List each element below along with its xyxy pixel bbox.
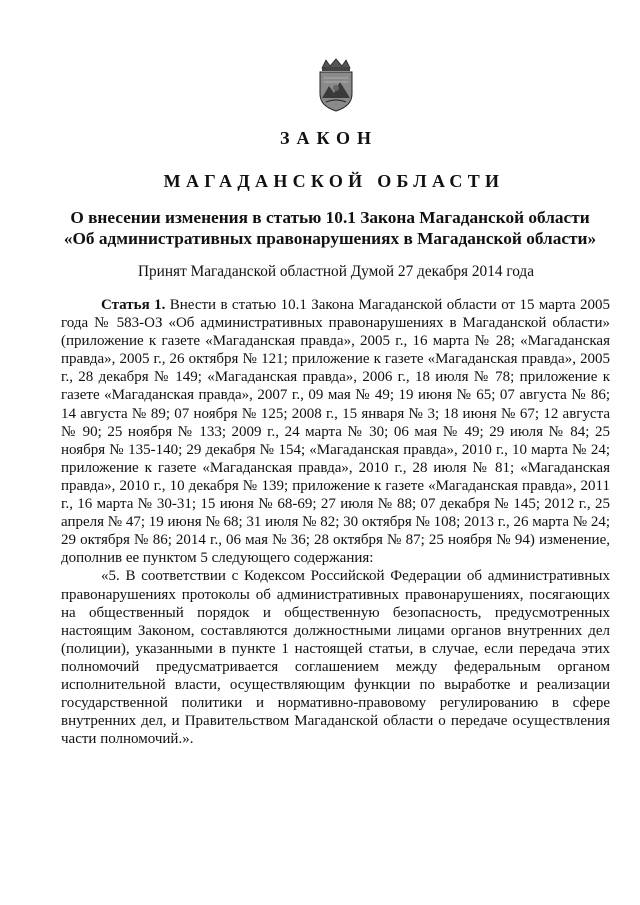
subject-line-1: О внесении изменения в статью 10.1 Закона Магаданской области — [70, 208, 590, 227]
adoption-line: Принят Магаданской областной Думой 27 декабря 2014 года — [137, 263, 534, 280]
law-title: ЗАКОН — [279, 128, 379, 148]
law-subject — [50, 207, 610, 249]
subject-line-2: «Об административных правонарушениях в Магаданской области» — [63, 229, 597, 248]
magadan-coat-of-arms-icon — [314, 58, 358, 112]
article-1-paragraph — [61, 296, 610, 567]
clause-5-paragraph: «5. В соответствии с Кодексом Российской Федерации об административных правонарушениях протоколы об административных правонарушениях, посягающих на общественный порядок и общественную безопасность, предусмотренных настоящим Законом, составляются должностными лицами органов внутренних дел (полиции), указанными в пункте 1 настоящей статьи, в случае, если передача этих полномочий предусматривается соглашением между федеральным органом исполнительной власти, осуществляющим функции по выработке и реализации государственной политики и нормативно-правовому регулированию в сфере внутренних дел, и Правительством Магаданской области о передаче осуществления части полномочий.». — [61, 568, 610, 748]
region-title: МАГАДАНСКОЙ ОБЛАСТИ — [163, 171, 505, 191]
article-label: Статья 1. — [101, 297, 166, 313]
law-body — [61, 296, 610, 748]
article-1-text: Внести в статью 10.1 Закона Магаданской области от 15 марта 2005 года № 583-ОЗ «Об административных правонарушениях в Магаданской области» (приложение к газете «Магаданская правда», 2005 г., 16 марта № 28; «Магаданская правда», 2005 г., 26 октября № 121; приложение к газете «Магаданская правда», 2005 г., 28 декабря № 149; «Магаданская правда», 2006 г., 18 июля № 78; приложение к газете «Магаданская правда», 2007 г., 09 мая № 49; 19 июня № 65; 07 августа № 86; 14 августа № 89; 07 ноября № 125; 2008 г., 15 января № 3; 18 июня № 67; 12 августа № 90; 25 ноября № 133; 2009 г., 24 марта № 30; 06 мая № 49; 29 июля № 84; 25 ноября № 135-140; 29 декабря № 154; «Магаданская правда», 2010 г., 10 марта № 24; приложение к газете «Магаданская правда», 2010 г., 28 июля № 81; «Магаданская правда», 2010 г., 10 декабря № 139; приложение к газете «Магаданская правда», 2011 г., 16 марта № 30-31; 15 июня № 68-69; 27 июля № 88; 07 декабря № 145; 2012 г., 25 апреля № 47; 19 июня № 68; 31 июля № 82; 30 октября № 108; 2013 г., 26 марта № 24; 29 октября № 86; 2014 г., 06 мая № 36; 28 октября № 87; 25 ноября № 94) изменение, дополнив ее пунктом 5 следующего содержания: — [61, 297, 610, 567]
